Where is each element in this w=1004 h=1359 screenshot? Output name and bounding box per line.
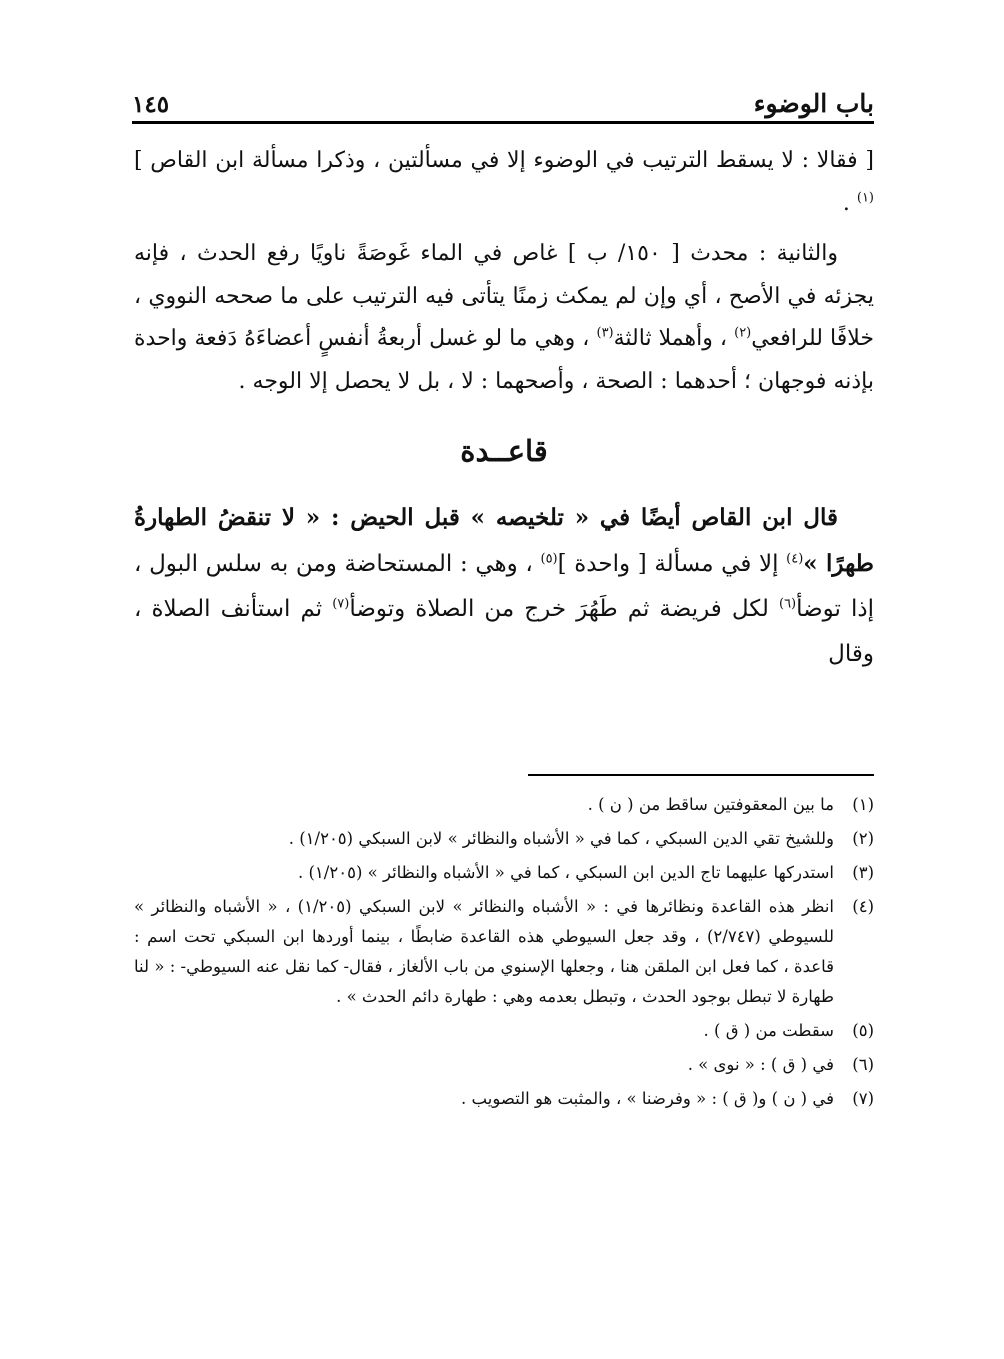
header-rule xyxy=(132,121,874,124)
footnote xyxy=(134,824,874,854)
footnote xyxy=(134,1016,874,1046)
paragraph-3 xyxy=(134,495,874,677)
running-title: باب الوضوء xyxy=(753,89,874,118)
footnote-ref-2: (٢) xyxy=(734,325,752,341)
footnote-text: ما بين المعقوفتين ساقط من ( ن ) . xyxy=(587,795,834,814)
page-number: ١٤٥ xyxy=(132,91,170,118)
footnote-text: انظر هذه القاعدة ونظائرها في : « الأشباه والنظائر » لابن السبكي (١/٢٠٥) ، « الأشباه والنظائر » للسيوطي (٢/٧٤٧) ، وقد جعل السيوطي هذه القاعدة ضابطًا ، بينما أوردها ابن السبكي تحت اسم : قاعدة ، كما فعل ابن الملقن هنا ، وجعلها الإسنوي من باب الألغاز ، فقال- كما نقل عنه السيوطي- : « لنا طهارة لا تبطل بوجود الحدث ، وتبطل بعدمه وهي : طهارة دائم الحدث » . xyxy=(134,897,834,1006)
footnote-text: سقطت من ( ق ) . xyxy=(703,1021,834,1040)
footnote-number: (٧) xyxy=(852,1089,874,1108)
footnote xyxy=(134,1084,874,1114)
footnote-text: في ( ن ) و( ق ) : « وفرضنا » ، والمثبت هو التصويب . xyxy=(461,1089,834,1108)
footnote-text: وللشيخ تقي الدين السبكي ، كما في « الأشباه والنظائر » لابن السبكي (١/٢٠٥) . xyxy=(288,829,834,848)
main-text xyxy=(134,140,874,685)
footnote-number: (٣) xyxy=(852,863,874,882)
paragraph-1 xyxy=(134,140,874,225)
footnote-number: (٦) xyxy=(852,1055,874,1074)
footnote-text: في ( ق ) : « نوى » . xyxy=(687,1055,834,1074)
paragraph-3-text-a: إلا في مسألة [ واحدة ] xyxy=(557,551,787,577)
footnote xyxy=(134,858,874,888)
footnote xyxy=(134,892,874,1012)
footnote-number: (٤) xyxy=(852,897,874,916)
paragraph-1-text: [ فقالا : لا يسقط الترتيب في الوضوء إلا في مسألتين ، وذكرا مسألة ابن القاص ] xyxy=(134,148,874,173)
paragraph-3-text-d: ثم استأنف الصلاة ، وقال xyxy=(134,596,874,667)
paragraph-3-text-c: لكل فريضة ثم طَهُرَ خرج من الصلاة وتوضأ xyxy=(349,596,779,622)
paragraph-2-text-c: ، وهي ما لو غسل أربعةُ أنفسٍ أعضاءَهُ دَفعة واحدة بإذنه فوجهان ؛ أحدهما : الصحة ، وأصحهما : لا ، بل لا يحصل إلا الوجه . xyxy=(134,326,874,394)
section-heading: قاعــدة xyxy=(460,434,548,468)
rule-quote: قال ابن القاص أيضًا في « تلخيصه » قبل الحيض : « لا تنقضُ الطهارةُ طهرًا » xyxy=(134,504,874,577)
footnote-number: (١) xyxy=(852,795,874,814)
paragraph-1-end: . xyxy=(842,190,857,216)
footnote-ref-1: (١) xyxy=(856,190,874,206)
paragraph-2-text-a: والثانية : محدث [ ١٥٠/ ب ] غاص في الماء غَوصَةً ناويًا رفع الحدث ، فإنه يجزئه في الأصح ، أي وإن لم يمكث زمنًا يتأتى فيه الترتيب على ما صححه النووي ، خلافًا للرافعي xyxy=(134,241,874,351)
footnote-text: استدركها عليهما تاج الدين ابن السبكي ، كما في « الأشباه والنظائر » (١/٢٠٥) . xyxy=(297,863,834,882)
footnote-ref-3: (٣) xyxy=(596,325,614,341)
page-header xyxy=(132,64,874,116)
footnote-ref-6: (٦) xyxy=(778,596,797,612)
footnote-number: (٢) xyxy=(852,829,874,848)
footnote-ref-5: (٥) xyxy=(540,551,558,567)
footnote-separator xyxy=(528,774,874,776)
footnote-ref-7: (٧) xyxy=(332,596,350,612)
paragraph-3-text-b: ، وهي : المستحاضة ومن به سلس البول ، إذا توضأ xyxy=(134,551,874,622)
footnotes xyxy=(134,790,874,1118)
paragraph-2 xyxy=(134,233,874,403)
footnote xyxy=(134,790,874,820)
footnote-ref-4: (٤) xyxy=(786,551,804,567)
paragraph-2-text-b: ، وأهملا ثالثة xyxy=(613,326,735,351)
footnote-number: (٥) xyxy=(852,1021,874,1040)
footnote xyxy=(134,1050,874,1080)
